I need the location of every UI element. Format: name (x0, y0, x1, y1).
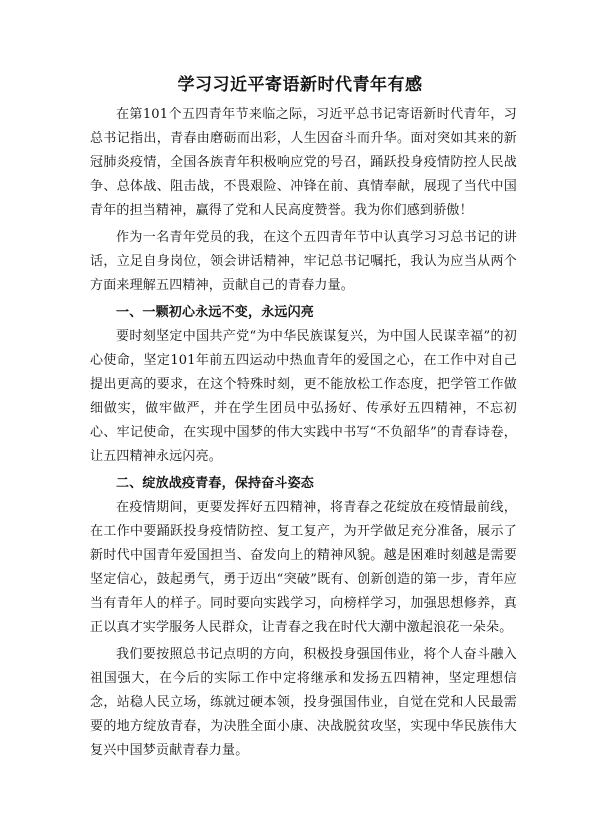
section-heading-1: 一、一颗初心永远不变，永远闪亮 (116, 305, 315, 320)
paragraph-personal: 作为一名青年党员的我，在这个五四青年节中认真学习习总书记的讲话，立足自身岗位，领会讲话精神，牢记总书记嘱托，我认为应当从两个方面来理解五四精神，贡献自己的青春力量。 (90, 230, 517, 293)
document-title: 学习习近平寄语新时代青年有感 (177, 75, 423, 95)
paragraph-conclusion: 我们要按照总书记点明的方向，积极投身强国伟业，将个人奋斗融入祖国强大，在今后的实际工作中定将继承和发扬五四精神，坚定理想信念，站稳人民立场，练就过硬本领，投身强国伟业，自觉在党和人民最需要的地方绽放青春，为决胜全面小康、决战脱贫攻坚，实现中华民族伟大复兴中国梦贡献青春力量。 (90, 647, 517, 758)
paragraph-section-2: 在疫情期间，更要发挥好五四精神，将青春之花绽放在疫情最前线，在工作中要踊跃投身疫情防控、复工复产，为开学做足充分准备，展示了新时代中国青年爱国担当、奋发向上的精神风貌。越是困难时刻越是需要坚定信心，鼓起勇气，勇于迈出“突破”既有、创新创造的第一步，青年应当有青年人的样子。同时要向实践学习，向榜样学习，加强思想修养，真正以真才实学服务人民群众，让青春之我在时代大潮中激起浪花一朵朵。 (90, 500, 517, 635)
document-body (90, 103, 517, 766)
section-heading-2: 二、绽放战疫青春，保持奋斗姿态 (116, 476, 315, 491)
paragraph-intro: 在第101个五四青年节来临之际，习近平总书记寄语新时代青年，习总书记指出，青春由磨砺而出彩，人生因奋斗而升华。面对突如其来的新冠肺炎疫情，全国各族青年积极响应党的号召，踊跃投身疫情防控人民战争、总体战、阻击战，不畏艰险、冲锋在前、真情奉献，展现了当代中国青年的担当精神，赢得了党和人民高度赞誉。我为你们感到骄傲！ (90, 107, 517, 218)
paragraph-section-1: 要时刻坚定中国共产党“为中华民族谋复兴，为中国人民谋幸福”的初心使命，坚定101年前五四运动中热血青年的爱国之心，在工作中对自己提出更高的要求，在这个特殊时刻，更不能放松工作态度，把学管工作做细做实，做牢做严，并在学生团员中弘扬好、传承好五四精神，不忘初心、牢记使命，在实现中国梦的伟大实践中书写“不负韶华”的青春诗卷，让五四精神永远闪亮。 (90, 329, 517, 464)
